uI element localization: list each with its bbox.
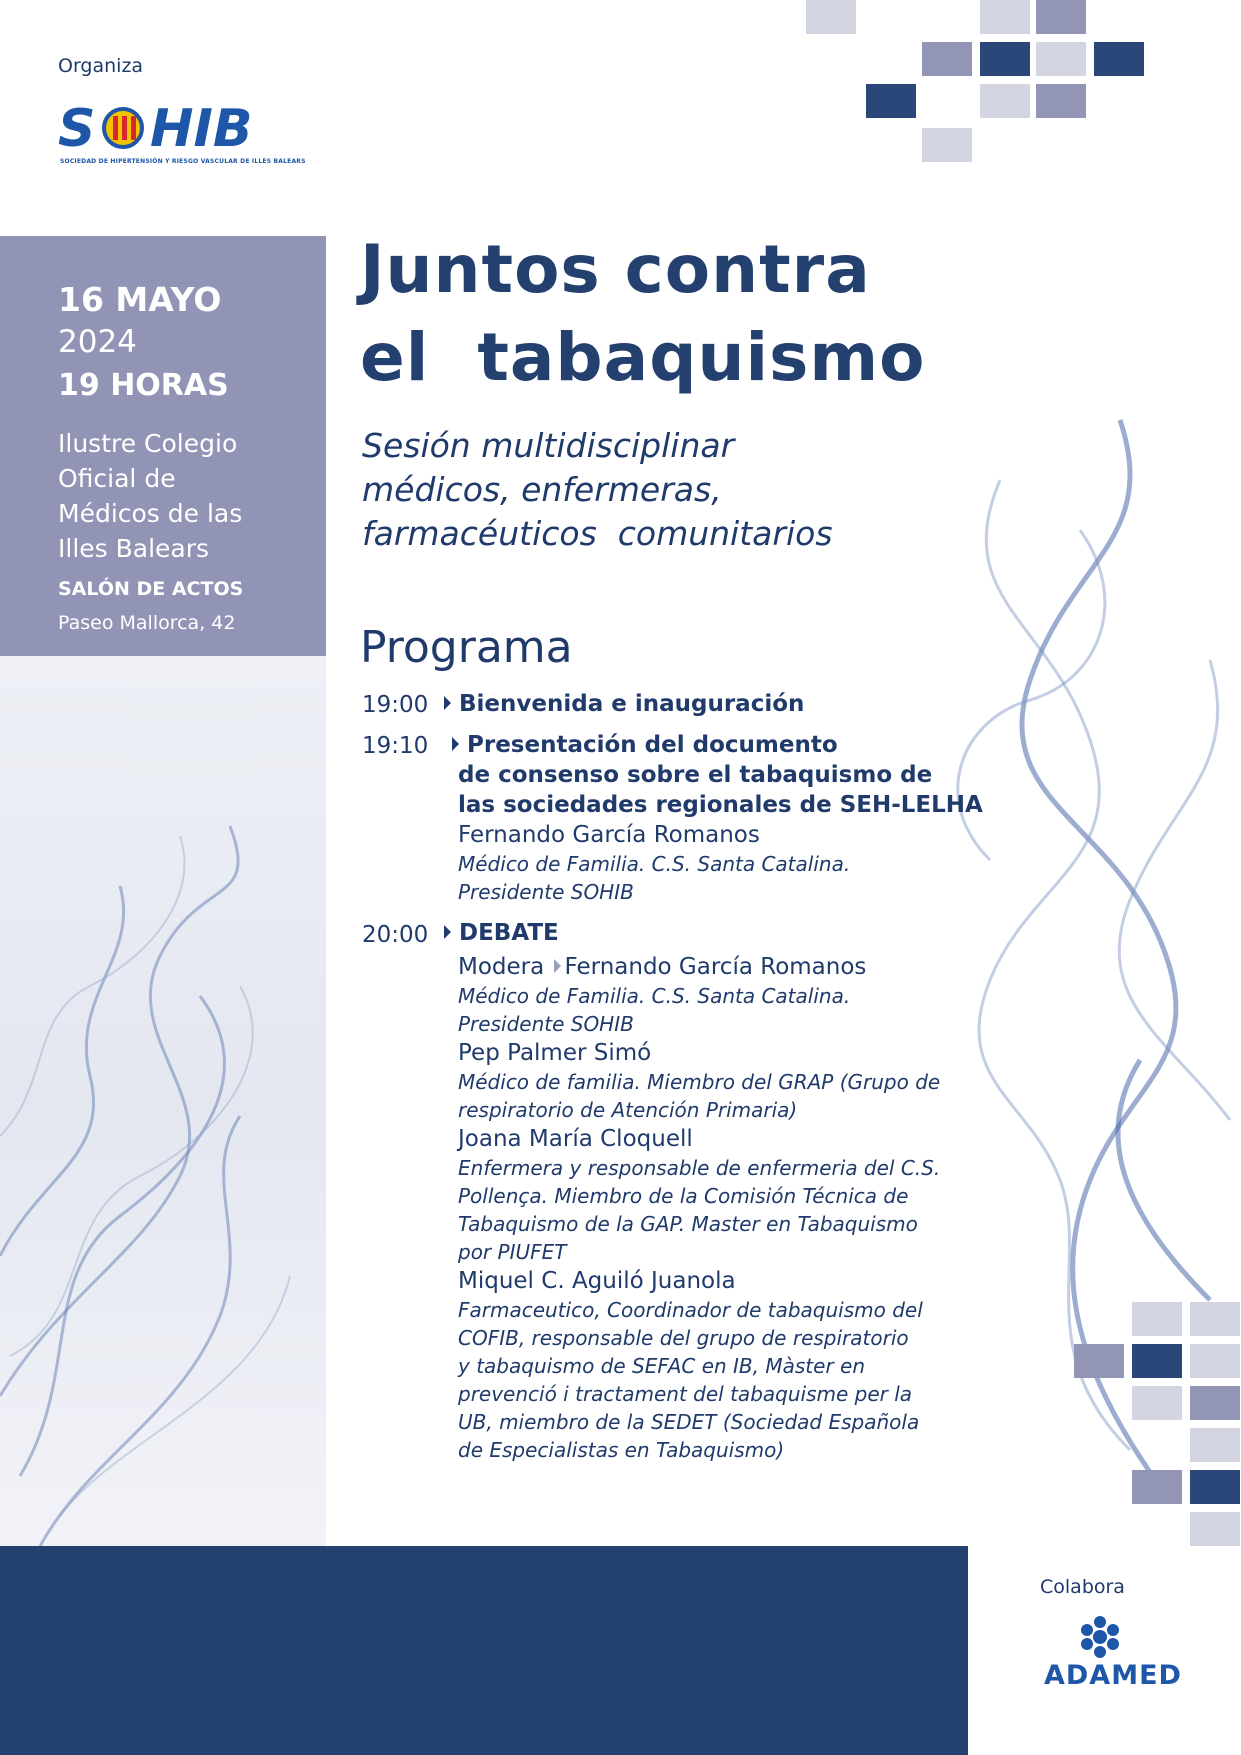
- panelist-role: y tabaquismo de SEFAC en IB, Màster en: [458, 1354, 866, 1378]
- bullet-arrow-icon: [444, 696, 451, 710]
- panelist-role: Enfermera y responsable de enfermeria del C.S.: [458, 1156, 941, 1180]
- program-item-presentation-details: [458, 760, 983, 906]
- panelist-role: COFIB, responsable del grupo de respiratorio: [458, 1326, 909, 1350]
- item-title: Bienvenida e inauguración: [459, 691, 805, 717]
- speaker-role: Presidente SOHIB: [458, 880, 634, 904]
- programa-heading: Programa: [360, 622, 573, 673]
- panelist-role: Farmaceutico, Coordinador de tabaquismo del: [458, 1298, 923, 1322]
- program-item-welcome: [444, 689, 804, 719]
- moderator-arrow-icon: [554, 959, 561, 973]
- venue-line: Médicos de las: [58, 499, 243, 528]
- sohib-logo: [58, 96, 318, 168]
- svg-text:S: S: [58, 99, 96, 159]
- event-time: 19 HORAS: [58, 368, 229, 403]
- venue-line: Oficial de: [58, 464, 176, 493]
- panelist-name: Pep Palmer Simó: [458, 1040, 652, 1066]
- panelist-role: prevenció i tractament del tabaquisme per la: [458, 1382, 913, 1406]
- event-room: SALÓN DE ACTOS: [58, 578, 244, 600]
- speaker-role: Médico de Familia. C.S. Santa Catalina.: [458, 852, 851, 876]
- title-line-2: el tabaquismo: [360, 319, 926, 396]
- event-venue: [58, 426, 242, 566]
- panelist-role: de Especialistas en Tabaquismo): [458, 1438, 785, 1462]
- panelist-role: por PIUFET: [458, 1240, 567, 1264]
- debate-details: [458, 952, 978, 1464]
- venue-line: Ilustre Colegio: [58, 429, 238, 458]
- subtitle-line-2: médicos, enfermeras,: [362, 470, 722, 509]
- item-time: 19:00: [362, 692, 429, 718]
- event-date: 16 MAYO: [58, 280, 222, 319]
- adamed-logo: [1040, 1614, 1180, 1694]
- speaker-name: Fernando García Romanos: [458, 822, 760, 848]
- moderator-role: Médico de Familia. C.S. Santa Catalina.: [458, 984, 851, 1008]
- moderator-line: [458, 952, 978, 982]
- panelist-role: Médico de familia. Miembro del GRAP (Grupo de: [458, 1070, 941, 1094]
- venue-line: Illes Balears: [58, 534, 210, 563]
- bullet-arrow-icon: [452, 737, 459, 751]
- adamed-logo-text: ADAMED: [1044, 1660, 1182, 1691]
- panelist-role: Pollença. Miembro de la Comisión Técnica de: [458, 1184, 909, 1208]
- sohib-logo-subtitle: SOCIEDAD DE HIPERTENSIÓN Y RIESGO VASCULAR DE ILLES BALEARS: [60, 158, 306, 165]
- item-time: 19:10: [362, 733, 429, 759]
- panelist-role: UB, miembro de la SEDET (Sociedad Española: [458, 1410, 920, 1434]
- moderator-label: Modera: [458, 954, 545, 980]
- program-item-presentation: [452, 730, 838, 760]
- adamed-logo-icon: [1040, 1614, 1180, 1658]
- bullet-arrow-icon: [444, 925, 451, 939]
- program-item-debate: [444, 918, 559, 948]
- subtitle: [362, 424, 833, 556]
- organizer-label: Organiza: [58, 55, 144, 77]
- panelist-name: Miquel C. Aguiló Juanola: [458, 1268, 736, 1294]
- panelist-role: respiratorio de Atención Primaria): [458, 1098, 798, 1122]
- title-line-1: Juntos contra: [360, 231, 871, 308]
- item-title-line: de consenso sobre el tabaquismo de: [458, 762, 933, 788]
- moderator-name: Fernando García Romanos: [564, 954, 867, 980]
- smoke-left-illustration: [0, 656, 326, 1546]
- item-time: 20:00: [362, 922, 429, 948]
- panelist-role: Tabaquismo de la GAP. Master en Tabaquismo: [458, 1212, 918, 1236]
- event-address: Paseo Mallorca, 42: [58, 612, 236, 634]
- item-title-line: Presentación del documento: [467, 732, 838, 758]
- moderator-role: Presidente SOHIB: [458, 1012, 634, 1036]
- event-year: 2024: [58, 324, 137, 360]
- sponsor-label: Colabora: [1040, 1576, 1125, 1598]
- subtitle-line-3: farmacéuticos comunitarios: [362, 514, 833, 553]
- panelist-name: Joana María Cloquell: [458, 1126, 693, 1152]
- subtitle-line-1: Sesión multidisciplinar: [362, 426, 735, 465]
- bottom-bar: [0, 1546, 968, 1755]
- item-title: DEBATE: [459, 920, 559, 946]
- item-title-line: las sociedades regionales de SEH-LELHA: [458, 792, 983, 818]
- svg-text:HIB: HIB: [150, 99, 253, 159]
- page-title: [360, 226, 925, 402]
